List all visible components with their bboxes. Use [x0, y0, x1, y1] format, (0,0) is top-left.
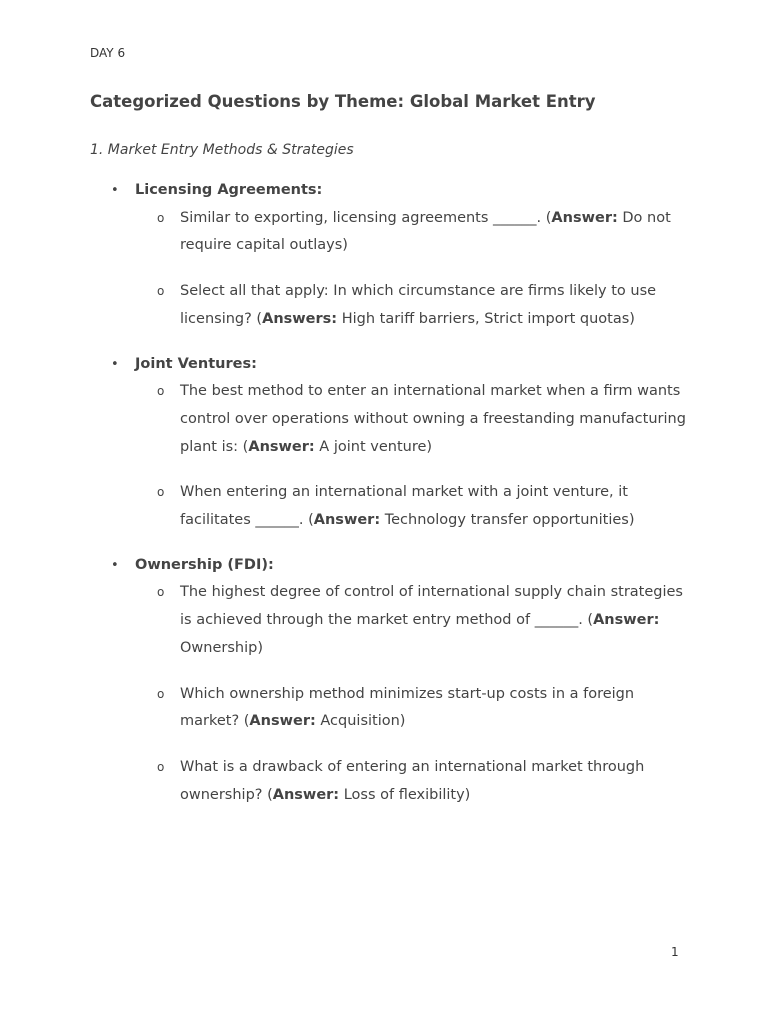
- answer-text: Technology transfer opportunities): [380, 512, 635, 529]
- answer-text: Ownership): [180, 639, 263, 656]
- answer-label: Answer:: [249, 713, 316, 730]
- circle-bullet-icon: o: [157, 210, 165, 225]
- question-text: Similar to exporting, licensing agreements ______. (: [180, 209, 552, 226]
- question-text: Which ownership method minimizes start-up costs in a foreign market? (: [180, 685, 635, 730]
- document-title: Categorized Questions by Theme: Global Market Entry: [90, 92, 596, 111]
- answer-label: Answer:: [551, 209, 618, 226]
- question-text: What is a drawback of entering an international market through ownership? (: [180, 758, 645, 803]
- question-item: [135, 205, 690, 260]
- bullet-icon: •: [111, 356, 119, 372]
- question-item: [135, 378, 690, 461]
- answer-label: Answer:: [313, 512, 381, 529]
- topic-item: [90, 351, 690, 535]
- topic-label: Ownership (FDI):: [135, 556, 274, 573]
- page-header: DAY 6: [90, 46, 126, 60]
- question-item: [135, 681, 690, 736]
- answer-text: Do not require capital outlays): [180, 209, 671, 254]
- answer-text: Loss of flexibility): [339, 786, 471, 803]
- circle-bullet-icon: o: [157, 686, 165, 701]
- question-list: [90, 177, 690, 809]
- question-text: When entering an international market with a joint venture, it facilitates ______. (: [180, 484, 628, 529]
- section-heading: 1. Market Entry Methods & Strategies: [90, 142, 354, 158]
- circle-bullet-icon: o: [157, 485, 165, 500]
- circle-bullet-icon: o: [157, 384, 165, 399]
- answer-text: A joint venture): [314, 438, 433, 455]
- answer-label: Answers:: [262, 310, 338, 327]
- answer-label: Answer:: [272, 786, 340, 803]
- sub-question-list: [135, 205, 690, 334]
- question-item: [135, 479, 690, 534]
- topic-item: [90, 552, 690, 810]
- answer-text: Acquisition): [315, 713, 406, 730]
- question-text: The highest degree of control of international supply chain strategies is achieved through the market entry method of ______. (: [180, 584, 683, 629]
- topic-label: Joint Ventures:: [135, 355, 257, 372]
- question-text: The best method to enter an international market when a firm wants control over operations without owning a freestanding manufacturing plant is: (: [180, 383, 686, 455]
- circle-bullet-icon: o: [157, 585, 165, 600]
- topic-item: [90, 177, 690, 334]
- bullet-icon: •: [111, 183, 119, 198]
- answer-label: Answer:: [593, 612, 660, 629]
- question-text: Select all that apply: In which circumstance are firms likely to use licensing? (: [180, 283, 657, 327]
- question-item: [135, 278, 690, 333]
- sub-question-list: [135, 378, 690, 535]
- answer-label: Answer:: [248, 438, 315, 455]
- circle-bullet-icon: o: [157, 284, 165, 299]
- answer-text: High tariff barriers, Strict import quotas): [337, 310, 635, 327]
- page-number: 1: [671, 945, 679, 959]
- circle-bullet-icon: o: [157, 759, 165, 774]
- bullet-icon: •: [111, 557, 119, 573]
- topic-label: Licensing Agreements:: [135, 182, 323, 198]
- question-item: [135, 579, 690, 662]
- sub-question-list: [135, 579, 690, 809]
- question-item: [135, 754, 690, 809]
